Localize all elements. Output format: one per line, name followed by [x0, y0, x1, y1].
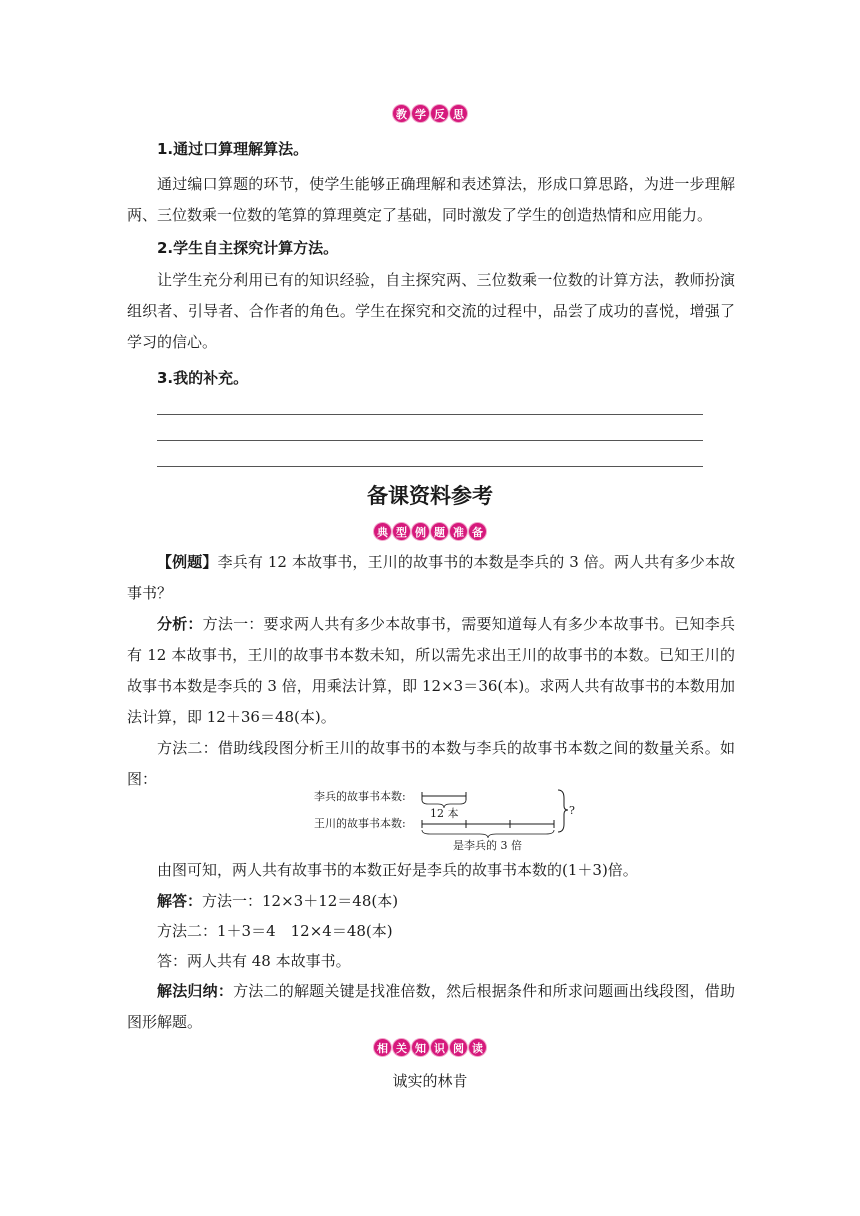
badge-char: 关 — [393, 1039, 410, 1056]
summary-text: 方法二的解题关键是找准倍数，然后根据条件和所求问题画出线段图，借助图形解题。 — [127, 982, 735, 1031]
analysis-text: 方法一：要求两人共有多少本故事书，需要知道每人有多少本故事书。已知李兵有 12 本故事书，王川的故事书本数未知，所以需先求出王川的故事书的本数。已知王川的故事书本数是李兵的 3 倍，用乘法计算，即 12×3＝36(本)。求两人共有故事书的本数用加法计算，即 12＋36＝48(本)。 — [127, 615, 735, 726]
diagram-row2-note: 是李兵的 3 倍 — [453, 839, 522, 852]
badge-char: 识 — [431, 1039, 448, 1056]
reflection-item-1-title: 1.通过口算理解算法。 — [157, 140, 309, 158]
answer-method-2: 方法二：1＋3＝4 12×4＝48(本) — [157, 922, 393, 940]
badge-char: 反 — [431, 105, 448, 122]
reflection-item-2-text: 让学生充分利用已有的知识经验，自主探究两、三位数乘一位数的计算方法，教师扮演组织者、引导者、合作者的角色。学生在探究和交流的过程中，品尝了成功的喜悦，增强了学习的信心。 — [127, 271, 735, 351]
related-reading-badge — [0, 1039, 860, 1056]
badge-char: 学 — [412, 105, 429, 122]
reference-title: 备课资料参考 — [367, 484, 493, 508]
reflection-item-3-title: 3.我的补充。 — [157, 369, 249, 387]
method-2-text: 方法二：借助线段图分析王川的故事书的本数与李兵的故事书本数之间的数量关系。如图： — [127, 739, 735, 788]
badge-char: 知 — [412, 1039, 429, 1056]
blank-line — [157, 440, 703, 441]
reflection-item-2-title: 2.学生自主探究计算方法。 — [157, 239, 339, 257]
badge-char: 例 — [412, 523, 429, 540]
reflection-item-1-text: 通过编口算题的环节，使学生能够正确理解和表述算法，形成口算思路，为进一步理解两、三位数乘一位数的笔算的算理奠定了基础，同时激发了学生的创造热情和应用能力。 — [127, 175, 735, 224]
final-answer: 答：两人共有 48 本故事书。 — [157, 952, 351, 970]
badge-char: 阅 — [450, 1039, 467, 1056]
badge-char: 读 — [469, 1039, 486, 1056]
blank-line — [157, 414, 703, 415]
teaching-reflection-badge — [0, 105, 860, 122]
example-problem — [127, 547, 735, 609]
badge-char: 相 — [374, 1039, 391, 1056]
badge-char: 准 — [450, 523, 467, 540]
summary-label: 解法归纳： — [157, 982, 234, 1000]
example-text: 李兵有 12 本故事书，王川的故事书的本数是李兵的 3 倍。两人共有多少本故事书？ — [127, 553, 735, 602]
analysis — [127, 609, 735, 733]
diagram-question-mark: ? — [569, 804, 575, 817]
segment-diagram — [310, 786, 580, 854]
answer-label: 解答： — [157, 892, 203, 910]
diagram-row2-label: 王川的故事书本数: — [314, 817, 406, 830]
example-label: 【例题】 — [157, 553, 218, 571]
badge-char: 教 — [393, 105, 410, 122]
badge-char: 思 — [450, 105, 467, 122]
wangchuan-brace — [422, 830, 554, 838]
analysis-label: 分析： — [157, 615, 203, 633]
method-summary — [127, 976, 735, 1038]
total-brace — [558, 790, 568, 832]
conclusion-text: 由图可知，两人共有故事书的本数正好是李兵的故事书本数的(1＋3)倍。 — [157, 861, 638, 879]
answer-method-1 — [157, 886, 735, 917]
answer-1: 方法一：12×3＋12＝48(本) — [202, 892, 399, 910]
diagram-row1-label: 李兵的故事书本数: — [314, 790, 406, 803]
badge-char: 典 — [374, 523, 391, 540]
blank-line — [157, 466, 703, 467]
badge-char: 备 — [469, 523, 486, 540]
badge-char: 题 — [431, 523, 448, 540]
reading-title: 诚实的林肯 — [392, 1072, 468, 1090]
badge-char: 型 — [393, 523, 410, 540]
typical-example-badge — [0, 523, 860, 540]
diagram-row1-value: 12 本 — [430, 807, 459, 820]
